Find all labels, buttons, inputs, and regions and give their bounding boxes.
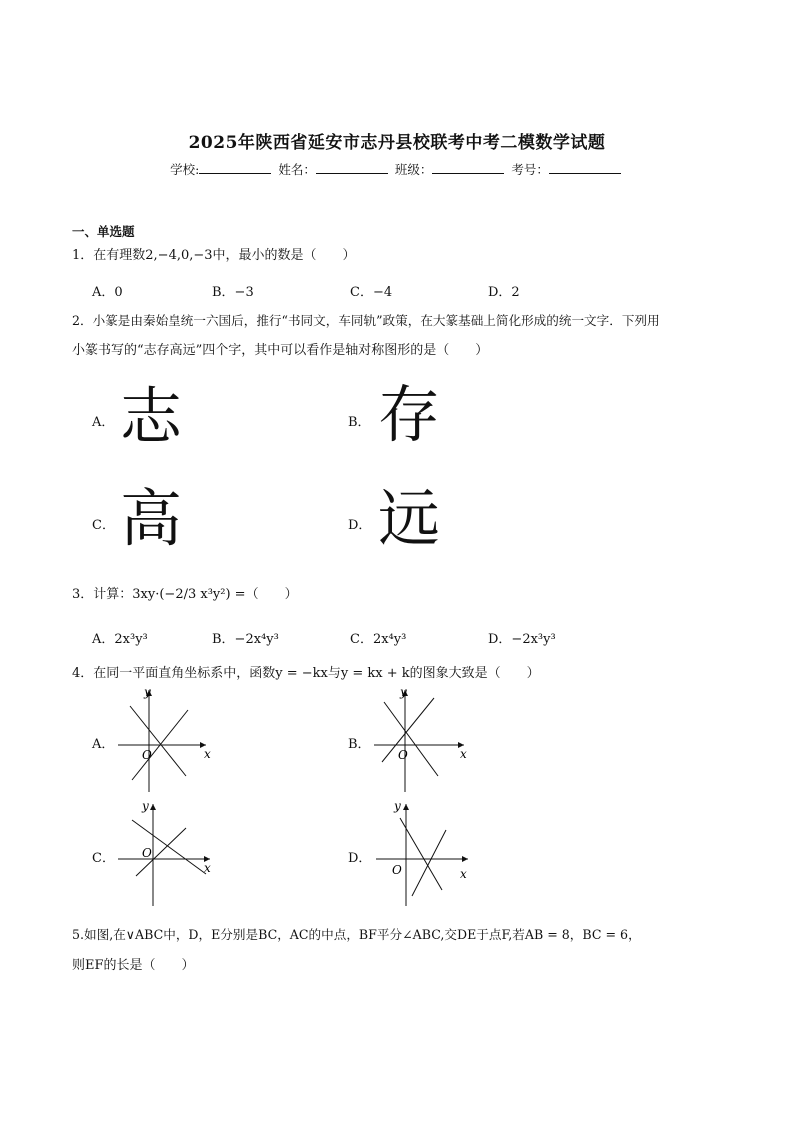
name-label: 姓名： — [278, 162, 316, 177]
q4d-x-label: x — [460, 867, 467, 881]
q1-option-b[interactable]: B．−3 — [212, 285, 254, 300]
q4b-x-label: x — [460, 747, 467, 761]
section-heading: 一、单选题 — [72, 224, 135, 239]
q1-option-c[interactable]: C．−4 — [350, 285, 393, 300]
question-4-stem: 4．在同一平面直角坐标系中，函数y = −kx与y = kx + k的图象大致是（ ） — [72, 666, 540, 681]
name-blank[interactable] — [316, 161, 388, 174]
class-blank[interactable] — [432, 161, 504, 174]
number-label: 考号： — [511, 162, 549, 177]
q4c-x-label: x — [204, 861, 211, 875]
question-5-stem-line1: 5.如图,在∨ABC中，D，E分别是BC，AC的中点，BF平分∠ABC,交DE于点F,若AB = 8，BC = 6， — [72, 927, 641, 942]
school-label: 学校: — [170, 162, 200, 177]
q4-graph-b — [372, 684, 482, 794]
q2-option-b-label[interactable]: B． — [348, 415, 371, 430]
question-2-stem-line1: 2．小篆是由秦始皇统一六国后，推行“书同文，车同轨”政策，在大篆基础上简化形成的统一文字．下列用 — [72, 313, 660, 328]
q4-option-b-label[interactable]: B． — [348, 737, 371, 752]
q2-glyph-cun: 存 — [378, 378, 441, 451]
q4b-origin-label: O — [398, 748, 408, 762]
q2-option-d-label[interactable]: D． — [348, 518, 372, 533]
q4a-origin-label: O — [142, 748, 152, 762]
question-1-stem: 1．在有理数2,−4,0,−3中，最小的数是（ ） — [72, 248, 356, 263]
q2-glyph-gao: 高 — [120, 482, 183, 555]
q3-option-c[interactable]: C．2x⁴y³ — [350, 632, 407, 647]
q4a-x-label: x — [204, 747, 211, 761]
q2-glyph-zhi: 志 — [120, 380, 183, 453]
q1-option-d[interactable]: D．2 — [488, 285, 520, 300]
q1-option-a[interactable]: A．0 — [92, 285, 123, 300]
question-2-stem-line2: 小篆书写的“志存高远”四个字，其中可以看作是轴对称图形的是（ ） — [72, 343, 489, 358]
q4-graph-c — [116, 798, 226, 908]
q3-option-d[interactable]: D．−2x³y³ — [488, 632, 556, 647]
q2-glyph-yuan: 远 — [378, 482, 441, 555]
q2-option-c-label[interactable]: C． — [92, 518, 115, 533]
q4a-y-label: y — [144, 685, 151, 699]
student-info-line — [0, 160, 794, 178]
question-5-stem-line2: 则EF的长是（ ） — [72, 958, 195, 973]
q4d-y-label: y — [394, 799, 401, 813]
q4c-origin-label: O — [142, 846, 152, 860]
q4-option-a-label[interactable]: A． — [92, 737, 115, 752]
q4-option-c-label[interactable]: C． — [92, 851, 115, 866]
q3-option-a[interactable]: A．2x³y³ — [92, 632, 148, 647]
question-3-stem: 3．计算：3xy·(−2/3 x³y²) =（ ） — [72, 587, 298, 602]
q4-graph-d — [372, 798, 482, 908]
q4-graph-a — [116, 684, 226, 794]
q3-option-b[interactable]: B．−2x⁴y³ — [212, 632, 279, 647]
q2-option-a-label[interactable]: A． — [92, 415, 115, 430]
q4d-origin-label: O — [392, 863, 402, 877]
page-title: 2025年陕西省延安市志丹县校联考中考二模数学试题 — [188, 133, 606, 153]
class-label: 班级： — [394, 162, 433, 177]
school-blank[interactable] — [199, 161, 271, 174]
q4c-y-label: y — [142, 799, 149, 813]
q4-option-d-label[interactable]: D． — [348, 851, 372, 866]
number-blank[interactable] — [549, 161, 621, 174]
q4b-y-label: y — [400, 685, 407, 699]
